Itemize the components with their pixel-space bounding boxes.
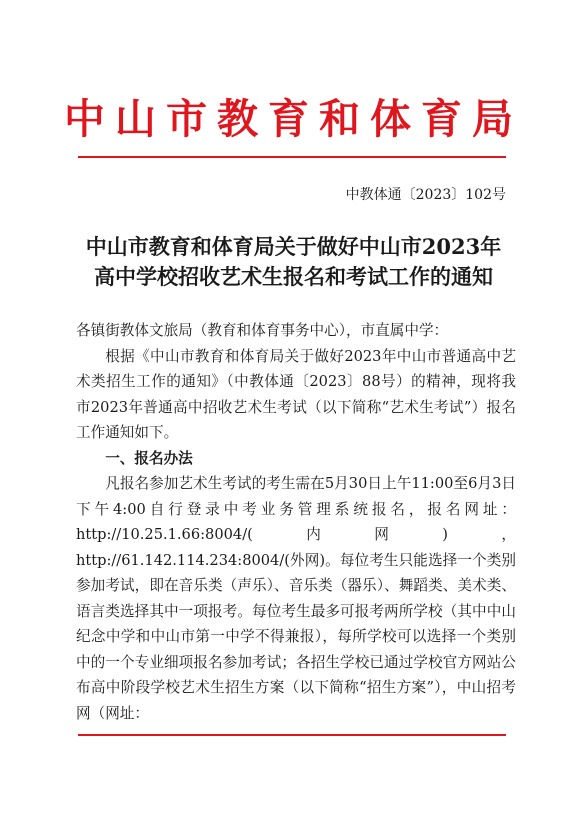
recipients-line: 各镇街教体文旅局（教育和体育事务中心），市直属中学： [76,322,449,339]
document-number: 中教体通〔2023〕102号 [345,187,506,203]
agency-masthead: 中山市教育和体育局 [64,95,523,143]
section-heading-registration: 一、报名办法 [105,449,193,467]
notice-title-line-1: 中山市教育和体育局关于做好中山市2023年 [85,234,502,259]
notice-title-line-2: 高中学校招收艺术生报名和考试工作的通知 [94,264,493,289]
intro-paragraph: 根据《中山市教育和体育局关于做好2023年中山市普通高中艺术类招生工作的通知》（中教体通〔2023〕88号）的精神，现将我市2023年普通高中招收艺术生考试（以下简称“艺术生考试”）报名工作通知如下。 [76,347,516,441]
footer-red-rule [78,734,506,736]
registration-paragraph: 凡报名参加艺术生考试的考生需在5月30日上午11:00至6月3日下午4:00自行登录中考业务管理系统报名，报名网址：http://10.25.1.66:8004/(内网)，http://61.142.114.234:8004/(外网)。每位考生只能选择一个类别参加考试，即在音乐类（声乐）、音乐类（器乐）、舞蹈类、美术类、语言类选择其中一项报考。每位考生最多可报考两所学校（其中中山纪念中学和中山市第一中学不得兼报），每所学校可以选择一个类别中的一个专业细项报名参加考试；各招生学校已通过学校官方网站公布高中阶段学校艺术生招生方案（以下简称“招生方案”），中山招考网（网址： [76,475,516,722]
masthead-red-rule [78,156,506,158]
notice-title [60,232,527,292]
notice-body [76,318,516,726]
